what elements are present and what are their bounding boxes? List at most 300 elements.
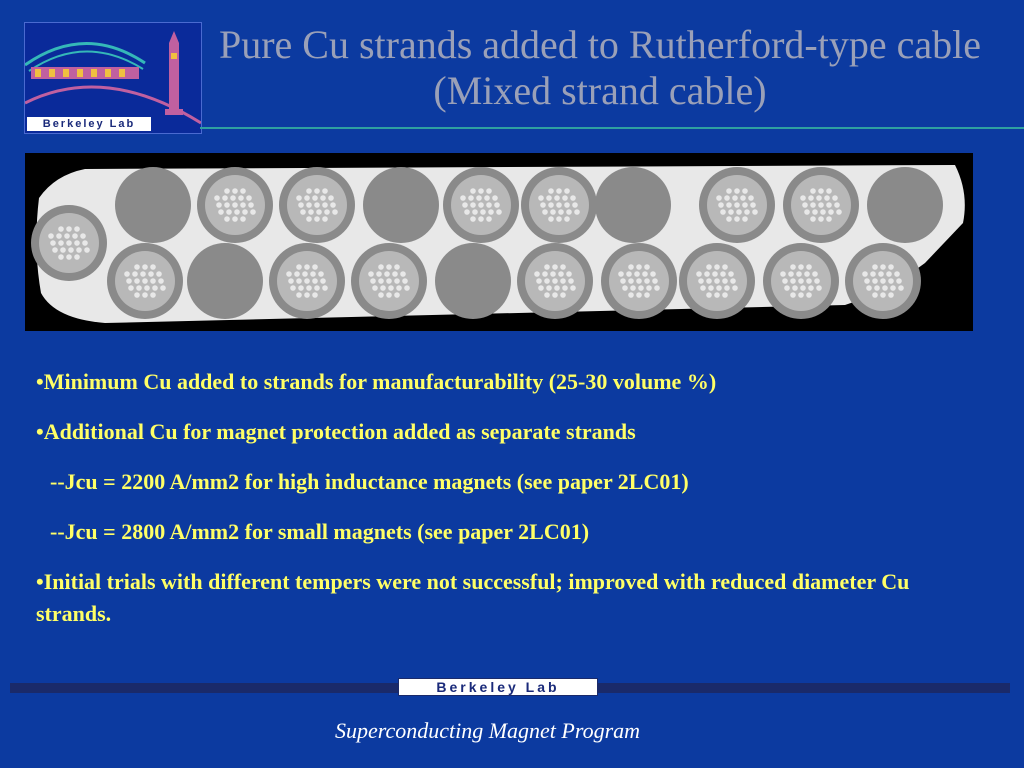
filament <box>628 292 634 298</box>
filament <box>58 254 64 260</box>
filament <box>546 195 552 201</box>
filament <box>888 264 894 270</box>
filament <box>894 271 900 277</box>
program-name: Superconducting Magnet Program <box>334 718 641 743</box>
filament <box>816 285 822 291</box>
copper-strand <box>363 167 439 243</box>
filament <box>240 188 246 194</box>
filament <box>626 271 632 277</box>
filament <box>622 285 628 291</box>
filament <box>66 226 72 232</box>
filament <box>882 285 888 291</box>
filament <box>732 285 738 291</box>
filament <box>706 292 712 298</box>
filament <box>330 202 336 208</box>
filament <box>80 233 86 239</box>
filament <box>496 209 502 215</box>
filament <box>312 292 318 298</box>
filament <box>780 271 786 277</box>
bullet-3: •Initial trials with different tempers were not successful; improved with reduced diameter Cu strands. <box>36 569 910 626</box>
filament <box>748 195 754 201</box>
filament <box>542 271 548 277</box>
filament <box>312 278 318 284</box>
filament <box>800 285 806 291</box>
filament <box>810 188 816 194</box>
filament <box>546 285 552 291</box>
filament <box>378 292 384 298</box>
filament <box>486 202 492 208</box>
filament <box>314 216 320 222</box>
filament <box>712 271 718 277</box>
filament <box>320 278 326 284</box>
filament <box>628 264 634 270</box>
filament <box>898 285 904 291</box>
filament <box>306 216 312 222</box>
filament <box>646 285 652 291</box>
filament <box>224 216 230 222</box>
filament <box>126 278 132 284</box>
filament <box>548 216 554 222</box>
filament <box>234 209 240 215</box>
filament <box>134 292 140 298</box>
filament <box>574 209 580 215</box>
filament <box>564 202 570 208</box>
filament <box>554 285 560 291</box>
filament <box>740 195 746 201</box>
filament <box>60 247 66 253</box>
bullet-list <box>36 366 986 648</box>
filament <box>214 195 220 201</box>
filament <box>560 292 566 298</box>
filament <box>74 240 80 246</box>
filament <box>802 202 808 208</box>
filament <box>296 264 302 270</box>
filament <box>386 264 392 270</box>
filament <box>550 209 556 215</box>
filament <box>386 292 392 298</box>
filament <box>734 188 740 194</box>
filament <box>322 202 328 208</box>
filament <box>752 209 758 215</box>
filament <box>240 216 246 222</box>
filament <box>288 278 294 284</box>
filament <box>544 292 550 298</box>
filament <box>644 278 650 284</box>
filament <box>544 278 550 284</box>
filament <box>318 271 324 277</box>
filament <box>620 278 626 284</box>
filament <box>232 216 238 222</box>
filament <box>224 202 230 208</box>
filament <box>818 216 824 222</box>
filament <box>808 195 814 201</box>
filament <box>296 278 302 284</box>
filament <box>294 271 300 277</box>
filament <box>810 202 816 208</box>
filament <box>726 202 732 208</box>
bullet-2: •Additional Cu for magnet protection added as separate strands <box>36 419 636 444</box>
filament <box>462 202 468 208</box>
filament <box>314 285 320 291</box>
filament <box>552 264 558 270</box>
filament <box>478 216 484 222</box>
sub-bullet-1: --Jcu = 2200 A/mm2 for high inductance magnets (see paper 2LC01) <box>50 469 689 494</box>
filament <box>896 278 902 284</box>
filament <box>722 292 728 298</box>
filament <box>142 278 148 284</box>
filament <box>250 209 256 215</box>
filament <box>222 195 228 201</box>
filament <box>306 285 312 291</box>
filament <box>734 202 740 208</box>
filament <box>784 285 790 291</box>
filament <box>862 271 868 277</box>
filament <box>742 216 748 222</box>
filament <box>392 271 398 277</box>
filament <box>150 292 156 298</box>
filament <box>864 278 870 284</box>
filament <box>242 209 248 215</box>
filament <box>706 264 712 270</box>
filament <box>556 202 562 208</box>
filament <box>394 292 400 298</box>
filament <box>160 285 166 291</box>
filament <box>866 285 872 291</box>
filament <box>872 278 878 284</box>
filament <box>544 264 550 270</box>
filament <box>72 233 78 239</box>
filament <box>728 209 734 215</box>
filament <box>238 195 244 201</box>
filament <box>538 195 544 201</box>
filament <box>812 209 818 215</box>
filament <box>310 271 316 277</box>
filament <box>744 209 750 215</box>
filament <box>728 271 734 277</box>
filament <box>730 278 736 284</box>
filament <box>814 278 820 284</box>
filament <box>386 278 392 284</box>
filament <box>798 292 804 298</box>
filament <box>800 195 806 201</box>
filament <box>796 271 802 277</box>
filament <box>720 271 726 277</box>
filament <box>872 292 878 298</box>
filament <box>298 285 304 291</box>
filament <box>552 292 558 298</box>
filament <box>142 264 148 270</box>
filament <box>472 209 478 215</box>
filament <box>320 195 326 201</box>
sub-bullet-2: --Jcu = 2800 A/mm2 for small magnets (see paper 2LC01) <box>50 519 590 544</box>
copper-strand <box>867 167 943 243</box>
filament <box>820 209 826 215</box>
filament <box>538 285 544 291</box>
slide-title: Pure Cu strands added to Rutherford-type cable (Mixed strand cable) <box>218 22 981 113</box>
filament <box>478 188 484 194</box>
filament <box>464 209 470 215</box>
filament <box>64 233 70 239</box>
filament <box>230 195 236 201</box>
copper-strand <box>595 167 671 243</box>
filament <box>304 292 310 298</box>
filament <box>880 264 886 270</box>
filament <box>558 209 564 215</box>
filament <box>394 264 400 270</box>
filament <box>372 285 378 291</box>
filament <box>714 264 720 270</box>
filament <box>296 195 302 201</box>
filament <box>536 278 542 284</box>
filament <box>82 240 88 246</box>
filament <box>378 278 384 284</box>
filament <box>298 202 304 208</box>
filament <box>826 188 832 194</box>
filament <box>400 271 406 277</box>
filament <box>724 195 730 201</box>
filament <box>642 271 648 277</box>
filament <box>460 195 466 201</box>
filament <box>468 195 474 201</box>
filament <box>332 209 338 215</box>
cable-cross-section-micrograph-icon <box>25 153 973 331</box>
filament <box>322 188 328 194</box>
logo-label: Berkeley Lab <box>27 117 151 131</box>
filament <box>564 188 570 194</box>
cable-cross-section-image <box>25 153 973 331</box>
filament <box>306 188 312 194</box>
filament <box>380 285 386 291</box>
filament <box>652 278 658 284</box>
filament <box>314 202 320 208</box>
filament <box>818 188 824 194</box>
filament <box>470 188 476 194</box>
filament <box>486 188 492 194</box>
filament <box>890 285 896 291</box>
filament <box>704 271 710 277</box>
filament <box>402 278 408 284</box>
filament <box>478 202 484 208</box>
filament <box>134 278 140 284</box>
filament <box>134 264 140 270</box>
filament <box>826 202 832 208</box>
filament <box>394 278 400 284</box>
filament <box>558 271 564 277</box>
filament <box>806 264 812 270</box>
filament <box>156 271 162 277</box>
filament <box>636 278 642 284</box>
filament <box>872 264 878 270</box>
filament <box>874 285 880 291</box>
filament <box>816 195 822 201</box>
filament <box>832 195 838 201</box>
filament <box>570 195 576 201</box>
filament <box>562 285 568 291</box>
filament <box>556 216 562 222</box>
filament <box>150 278 156 284</box>
filament <box>314 188 320 194</box>
filament <box>246 195 252 201</box>
filament <box>322 285 328 291</box>
filament <box>148 271 154 277</box>
filament <box>486 216 492 222</box>
filament <box>636 292 642 298</box>
filament <box>716 195 722 201</box>
filament <box>152 285 158 291</box>
filament <box>790 292 796 298</box>
filament <box>808 285 814 291</box>
filament <box>716 285 722 291</box>
filament <box>548 188 554 194</box>
filament <box>548 202 554 208</box>
filament <box>818 202 824 208</box>
filament <box>488 209 494 215</box>
filament <box>638 285 644 291</box>
filament <box>714 292 720 298</box>
filament <box>316 209 322 215</box>
filament <box>870 271 876 277</box>
filament <box>630 285 636 291</box>
filament <box>218 209 224 215</box>
filament <box>826 216 832 222</box>
filament <box>312 195 318 201</box>
filament <box>300 209 306 215</box>
filament <box>534 271 540 277</box>
filament <box>378 264 384 270</box>
filament <box>124 271 130 277</box>
filament <box>48 233 54 239</box>
filament <box>556 188 562 194</box>
filament <box>542 209 548 215</box>
filament <box>552 278 558 284</box>
filament <box>480 209 486 215</box>
filament <box>232 188 238 194</box>
filament <box>810 216 816 222</box>
filament <box>58 226 64 232</box>
filament <box>718 202 724 208</box>
filament <box>308 209 314 215</box>
filament <box>136 285 142 291</box>
filament <box>806 278 812 284</box>
filament <box>224 188 230 194</box>
filament <box>376 271 382 277</box>
filament <box>286 271 292 277</box>
title-rule <box>200 127 1024 129</box>
filament <box>328 195 334 201</box>
filament <box>216 202 222 208</box>
filament <box>74 254 80 260</box>
filament <box>384 271 390 277</box>
bullet-1: •Minimum Cu added to strands for manufacturability (25-30 volume %) <box>36 369 717 394</box>
filament <box>726 188 732 194</box>
filament <box>742 188 748 194</box>
filament <box>708 285 714 291</box>
filament <box>888 278 894 284</box>
footer-badge: Berkeley Lab <box>398 678 598 696</box>
filament <box>732 195 738 201</box>
filament <box>566 209 572 215</box>
filament <box>554 195 560 201</box>
filament <box>492 195 498 201</box>
filament <box>790 264 796 270</box>
filament <box>84 247 90 253</box>
filament <box>724 285 730 291</box>
filament <box>734 216 740 222</box>
filament <box>304 195 310 201</box>
filament <box>888 292 894 298</box>
filament <box>470 216 476 222</box>
filament <box>568 278 574 284</box>
filament <box>720 209 726 215</box>
copper-strand <box>187 243 263 319</box>
filament <box>68 247 74 253</box>
filament <box>56 233 62 239</box>
filament <box>304 264 310 270</box>
filament <box>880 292 886 298</box>
filament <box>798 278 804 284</box>
filament <box>312 264 318 270</box>
filament <box>722 264 728 270</box>
filament <box>714 278 720 284</box>
filament <box>470 202 476 208</box>
filament <box>370 278 376 284</box>
filament <box>698 278 704 284</box>
filament <box>722 278 728 284</box>
filament <box>396 285 402 291</box>
filament <box>806 292 812 298</box>
filament <box>306 202 312 208</box>
berkeley-lab-logo <box>24 22 202 134</box>
filament <box>304 278 310 284</box>
filament <box>644 292 650 298</box>
filament <box>388 285 394 291</box>
filament <box>792 285 798 291</box>
filament <box>66 240 72 246</box>
filament <box>76 247 82 253</box>
filament <box>886 271 892 277</box>
filament <box>572 202 578 208</box>
filament <box>650 271 656 277</box>
filament <box>696 271 702 277</box>
filament <box>812 271 818 277</box>
filament <box>736 209 742 215</box>
filament <box>834 202 840 208</box>
filament <box>476 195 482 201</box>
filament <box>644 264 650 270</box>
filament <box>836 209 842 215</box>
filament <box>804 271 810 277</box>
filament <box>550 271 556 277</box>
filament <box>634 271 640 277</box>
filament <box>700 285 706 291</box>
filament <box>742 202 748 208</box>
filament <box>248 202 254 208</box>
filament <box>50 240 56 246</box>
filament <box>750 202 756 208</box>
filament <box>150 264 156 270</box>
filament <box>302 271 308 277</box>
filament <box>570 285 576 291</box>
filament <box>560 278 566 284</box>
filament <box>58 240 64 246</box>
filament <box>144 285 150 291</box>
filament <box>654 285 660 291</box>
filament <box>560 264 566 270</box>
filament <box>74 226 80 232</box>
filament <box>790 278 796 284</box>
filament <box>828 209 834 215</box>
filament <box>296 292 302 298</box>
